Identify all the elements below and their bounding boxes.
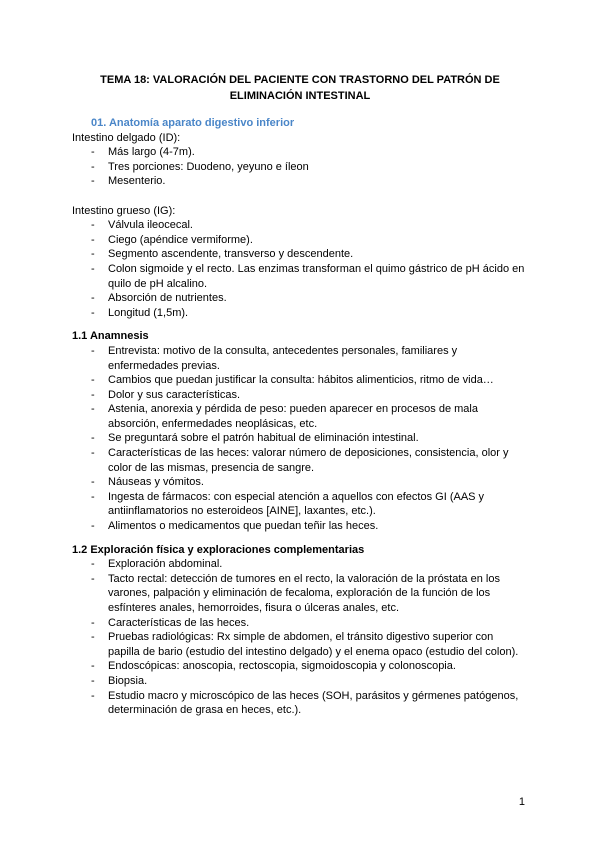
- list-item: - Absorción de nutrientes.: [72, 291, 527, 306]
- list-item: - Estudio macro y microscópico de las heces (SOH, parásitos y gérmenes patógenos, determinación de grasa en heces, etc.).: [72, 689, 527, 718]
- list-item: - Características de las heces: valorar número de deposiciones, consistencia, olor y color de las mismas, presencia de sangre.: [72, 446, 527, 475]
- list-item: - Características de las heces.: [72, 616, 527, 631]
- document-body: [72, 116, 527, 718]
- list-item: - Endoscópicas: anoscopia, rectoscopia, sigmoidoscopia y colonoscopia.: [72, 659, 527, 674]
- list-item: - Válvula ileocecal.: [72, 218, 527, 233]
- list-item: - Segmento ascendente, transverso y descendente.: [72, 247, 527, 262]
- exploracion-list: [72, 557, 527, 718]
- anamnesis-list: [72, 344, 527, 534]
- list-item: - Ciego (apéndice vermiforme).: [72, 233, 527, 248]
- title-line-2: ELIMINACIÓN INTESTINAL: [229, 90, 371, 102]
- page-number: 1: [518, 796, 525, 808]
- list-item: - Biopsia.: [72, 674, 527, 689]
- intestino-delgado-list: [72, 145, 527, 189]
- list-item: - Náuseas y vómitos.: [72, 475, 527, 490]
- document-title: [80, 72, 520, 104]
- list-item: - Colon sigmoide y el recto. Las enzimas transforman el quimo gástrico de pH ácido en quilo de pH alcalino.: [72, 262, 527, 291]
- list-item: - Exploración abdominal.: [72, 557, 527, 572]
- section-1-2-heading: 1.2 Exploración física y exploraciones complementarias: [72, 543, 365, 556]
- list-item: - Tacto rectal: detección de tumores en el recto, la valoración de la próstata en los varones, palpación y eliminación de fecaloma, exploración de la función de los esfínteres anales, hemorroides, fisura o úlceras anales, etc.: [72, 572, 527, 616]
- list-item: - Tres porciones: Duodeno, yeyuno e íleon: [72, 160, 527, 175]
- list-item: - Dolor y sus características.: [72, 388, 527, 403]
- list-item: - Astenia, anorexia y pérdida de peso: pueden aparecer en procesos de mala absorción, enfermedades neoplásicas, etc.: [72, 402, 527, 431]
- list-item: - Ingesta de fármacos: con especial atención a aquellos con efectos GI (AAS y antiinflamatorios no esteroideos [AINE], laxantes, etc.).: [72, 490, 527, 519]
- title-line-1: TEMA 18: VALORACIÓN DEL PACIENTE CON TRASTORNO DEL PATRÓN DE: [100, 74, 500, 86]
- list-item: - Mesenterio.: [72, 174, 527, 189]
- list-item: - Longitud (1,5m).: [72, 306, 527, 321]
- intestino-delgado-label: Intestino delgado (ID):: [72, 131, 181, 144]
- section-1-1-heading: 1.1 Anamnesis: [72, 330, 149, 343]
- list-item: - Alimentos o medicamentos que puedan teñir las heces.: [72, 519, 527, 534]
- list-item: - Entrevista: motivo de la consulta, antecedentes personales, familiares y enfermedades previas.: [72, 344, 527, 373]
- section-01-heading: 01. Anatomía aparato digestivo inferior: [91, 117, 295, 129]
- intestino-grueso-list: [72, 218, 527, 320]
- list-item: - Cambios que puedan justificar la consulta: hábitos alimenticios, ritmo de vida…: [72, 373, 527, 388]
- intestino-grueso-label: Intestino grueso (IG):: [72, 204, 176, 217]
- list-item: - Se preguntará sobre el patrón habitual de eliminación intestinal.: [72, 431, 527, 446]
- list-item: - Más largo (4-7m).: [72, 145, 527, 160]
- list-item: - Pruebas radiológicas: Rx simple de abdomen, el tránsito digestivo superior con papilla de bario (estudio del intestino delgado) y el enema opaco (estudio del colon).: [72, 630, 527, 659]
